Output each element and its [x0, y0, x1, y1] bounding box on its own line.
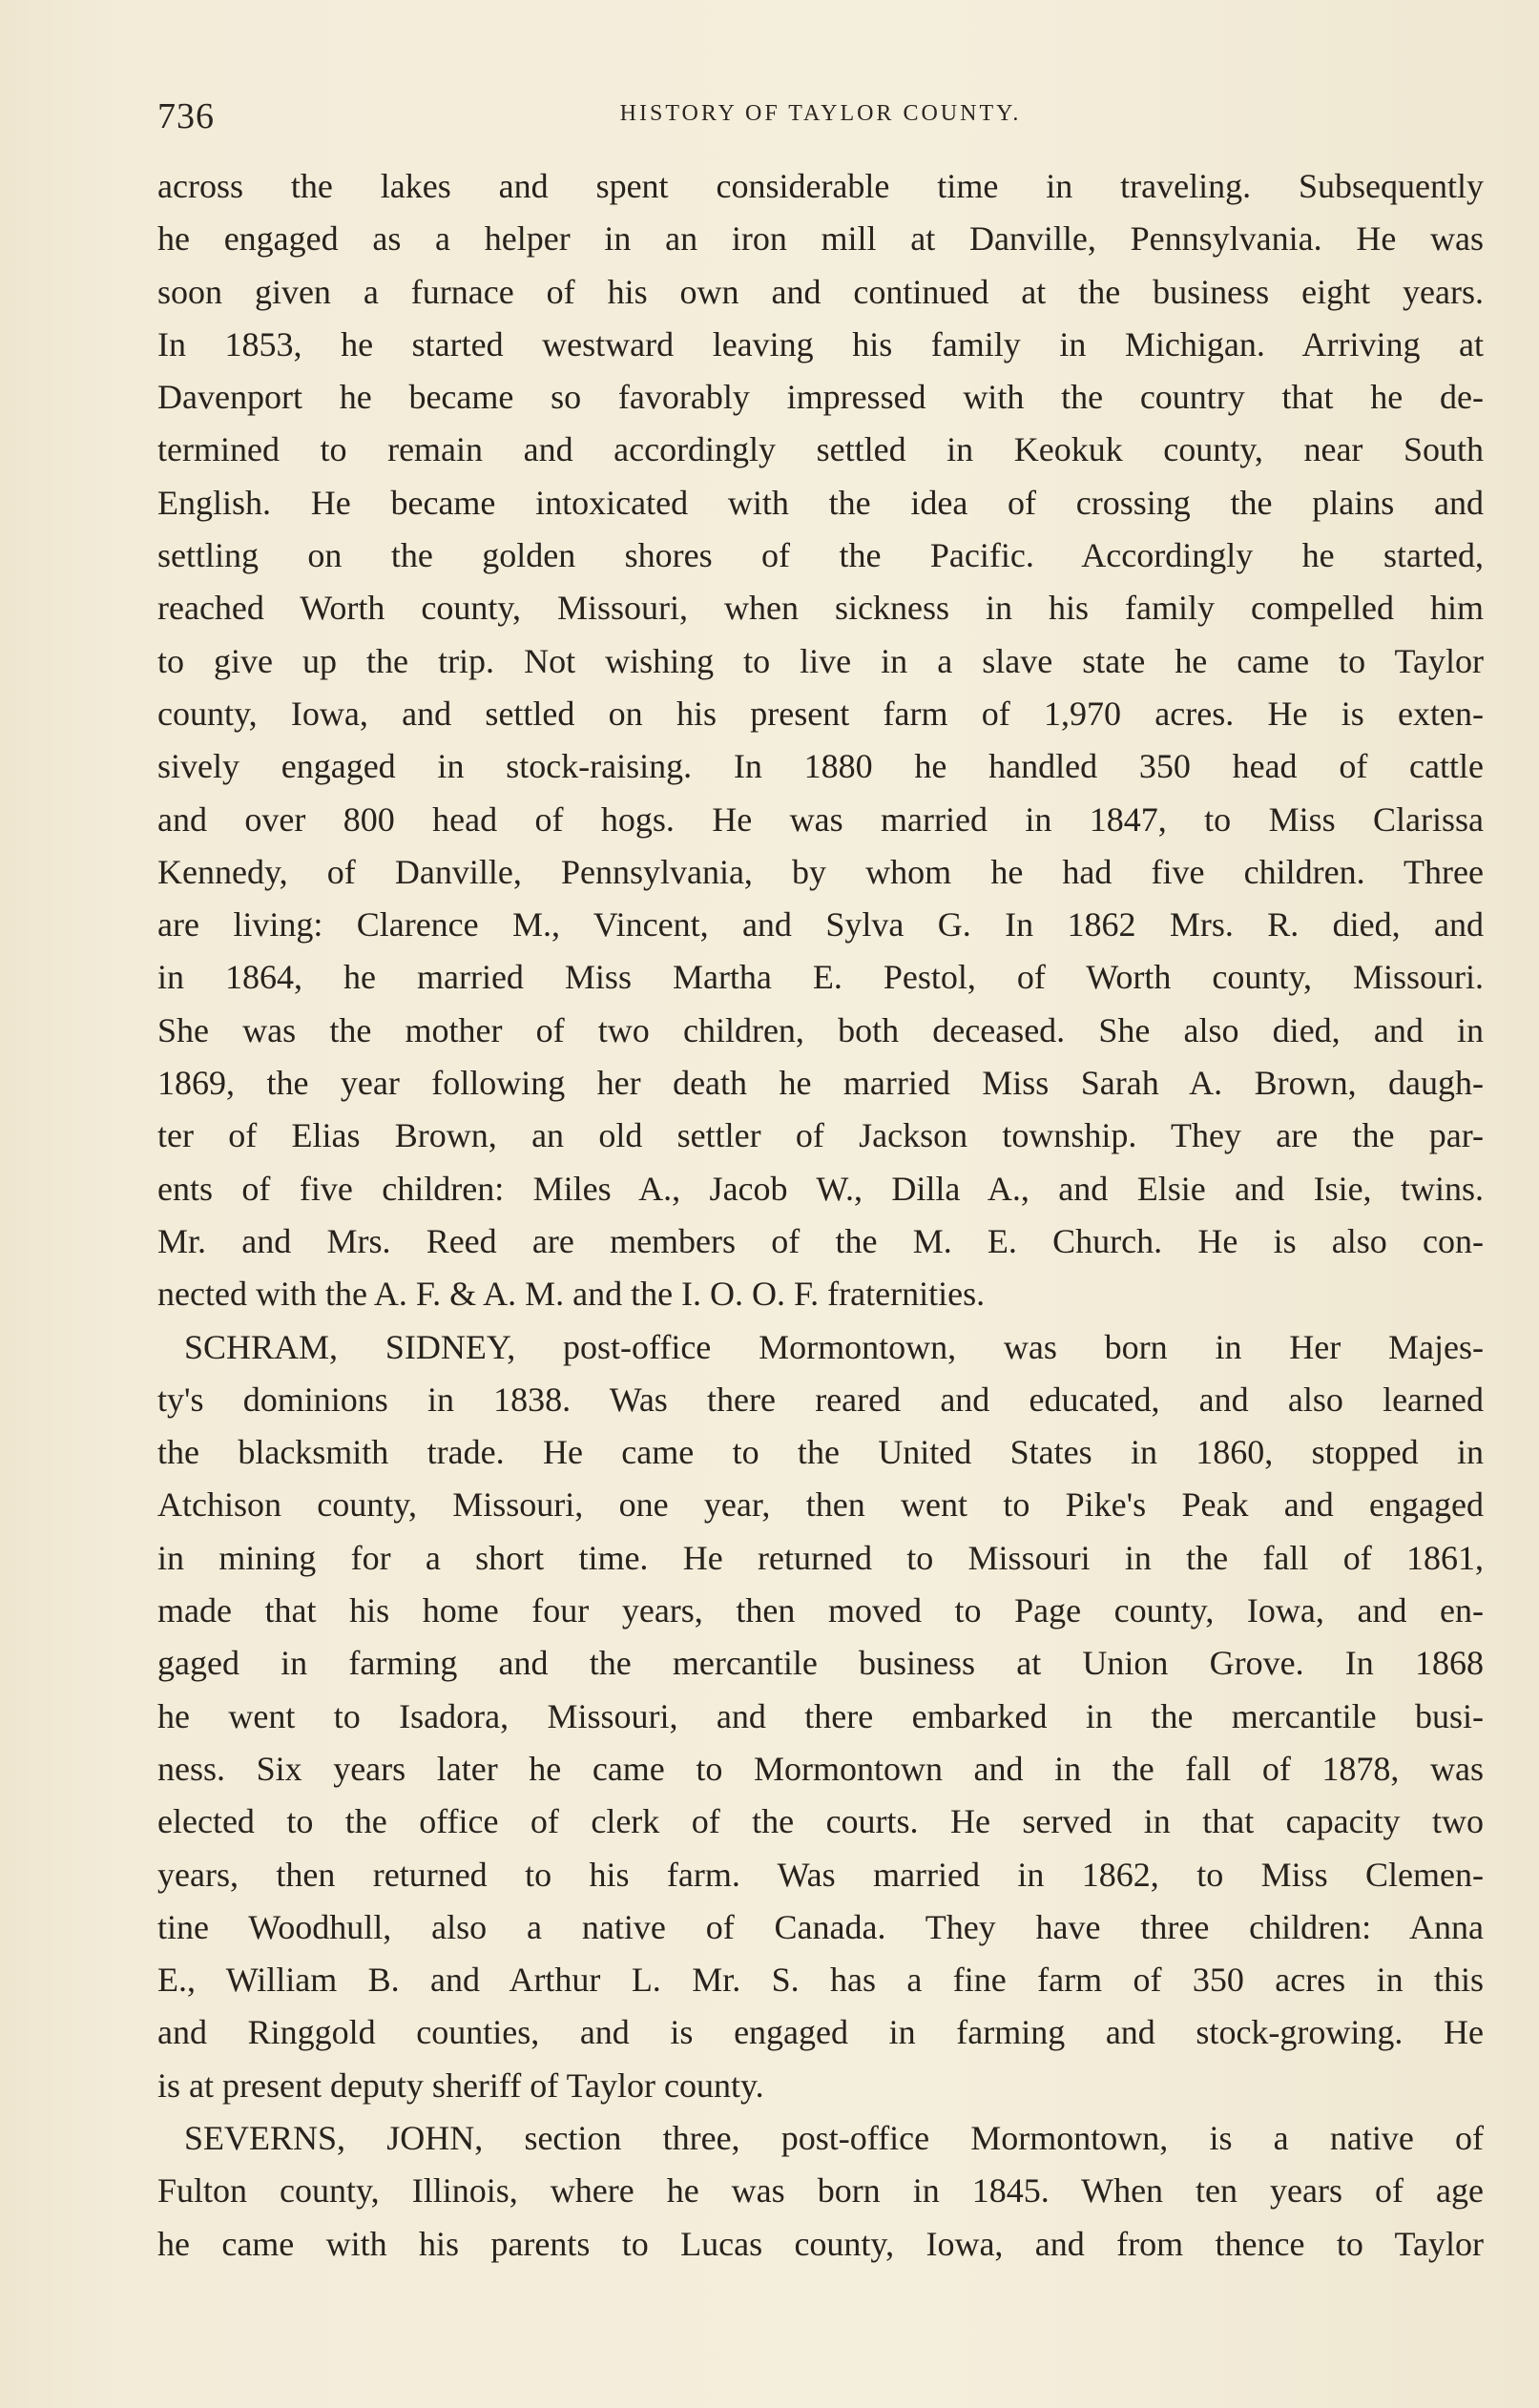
text-line: E., William B. and Arthur L. Mr. S. has a fine farm of 350 acres in this — [157, 1961, 1484, 2000]
text-line: soon given a furnace of his own and continued at the business eight years. — [157, 272, 1484, 311]
text-line: Kennedy, of Danville, Pennsylvania, by whom he had five children. Three — [157, 852, 1484, 891]
text-line: is at present deputy sheriff of Taylor county. — [157, 2065, 764, 2105]
text-line: settling on the golden shores of the Pacific. Accordingly he started, — [157, 536, 1484, 575]
text-line: made that his home four years, then moved to Page county, Iowa, and en- — [157, 1591, 1484, 1630]
text-line: Mr. and Mrs. Reed are members of the M. E. Church. He is also con- — [157, 1221, 1484, 1260]
text-line: he went to Isadora, Missouri, and there embarked in the mercantile busi- — [157, 1696, 1484, 1735]
text-line: ness. Six years later he came to Mormontown and in the fall of 1878, was — [157, 1749, 1484, 1788]
text-line: termined to remain and accordingly settled in Keokuk county, near South — [157, 430, 1484, 469]
text-line: in 1864, he married Miss Martha E. Pestol, of Worth county, Missouri. — [157, 958, 1484, 997]
text-line: he engaged as a helper in an iron mill at Danville, Pennsylvania. He was — [157, 219, 1484, 259]
text-line: English. He became intoxicated with the idea of crossing the plains and — [157, 483, 1484, 522]
entry-heading-line: SCHRAM, SIDNEY, post-office Mormontown, was born in Her Majes- — [184, 1327, 1484, 1366]
text-line: to give up the trip. Not wishing to live in a slave state he came to Taylor — [157, 641, 1484, 680]
text-line: In 1853, he started westward leaving his family in Michigan. Arriving at — [157, 324, 1484, 363]
text-line: across the lakes and spent considerable time in traveling. Subsequently — [157, 167, 1484, 205]
text-line: Atchison county, Missouri, one year, then went to Pike's Peak and engaged — [157, 1485, 1484, 1525]
text-line: gaged in farming and the mercantile business at Union Grove. In 1868 — [157, 1644, 1484, 1683]
text-line: in mining for a short time. He returned to Missouri in the fall of 1861, — [157, 1538, 1484, 1577]
text-line: he came with his parents to Lucas county, Iowa, and from thence to Taylor — [157, 2224, 1484, 2263]
page-number: 736 — [157, 96, 215, 136]
text-line: Davenport he became so favorably impressed with the country that he de- — [157, 378, 1484, 417]
running-head: HISTORY OF TAYLOR COUNTY. — [619, 101, 1022, 126]
text-line: county, Iowa, and settled on his present farm of 1,970 acres. He is exten- — [157, 694, 1484, 733]
text-line: reached Worth county, Missouri, when sickness in his family compelled him — [157, 589, 1484, 628]
text-line: years, then returned to his farm. Was married in 1862, to Miss Clemen- — [157, 1855, 1484, 1894]
text-line: nected with the A. F. & A. M. and the I. O. O. F. fraternities. — [157, 1275, 986, 1314]
body-text — [157, 160, 1484, 2271]
text-line: the blacksmith trade. He came to the United States in 1860, stopped in — [157, 1433, 1484, 1472]
page-header — [157, 95, 1484, 141]
text-line: are living: Clarence M., Vincent, and Sylva G. In 1862 Mrs. R. died, and — [157, 905, 1484, 945]
text-line: tine Woodhull, also a native of Canada. They have three children: Anna — [157, 1907, 1484, 1946]
text-line: and over 800 head of hogs. He was married in 1847, to Miss Clarissa — [157, 799, 1484, 839]
text-line: She was the mother of two children, both deceased. She also died, and in — [157, 1010, 1484, 1049]
text-line: elected to the office of clerk of the courts. He served in that capacity two — [157, 1802, 1484, 1841]
text-line: sively engaged in stock-raising. In 1880 he handled 350 head of cattle — [157, 747, 1484, 786]
text-line: and Ringgold counties, and is engaged in farming and stock-growing. He — [157, 2013, 1484, 2052]
text-line: Fulton county, Illinois, where he was born in 1845. When ten years of age — [157, 2171, 1484, 2211]
entry-heading-line: SEVERNS, JOHN, section three, post-office Mormontown, is a native of — [184, 2118, 1484, 2157]
text-line: 1869, the year following her death he married Miss Sarah A. Brown, daugh- — [157, 1064, 1484, 1103]
text-line: ents of five children: Miles A., Jacob W., Dilla A., and Elsie and Isie, twins. — [157, 1169, 1484, 1208]
text-line: ty's dominions in 1838. Was there reared and educated, and also learned — [157, 1380, 1484, 1419]
text-line: ter of Elias Brown, an old settler of Jackson township. They are the par- — [157, 1116, 1484, 1155]
